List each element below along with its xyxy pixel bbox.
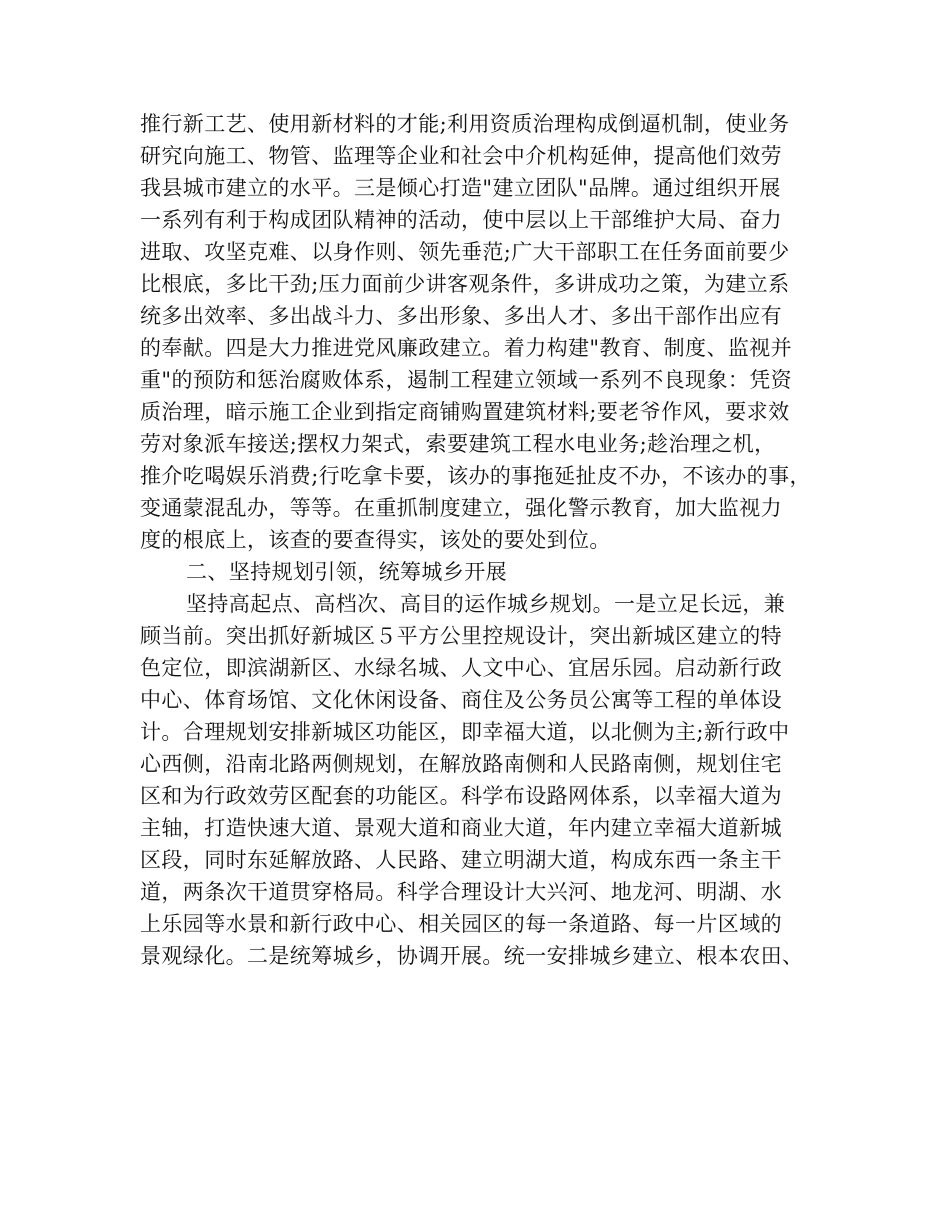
text-line: 道，两条次干道贯穿格局。科学合理设计大兴河、地龙河、明湖、水 <box>140 880 782 904</box>
text-line: 度的根底上，该查的要查得实，该处的要处到位。 <box>140 528 611 552</box>
text-line: 主轴，打造快速大道、景观大道和商业大道，年内建立幸福大道新城 <box>140 816 782 840</box>
text-line: 劳对象派车接送;摆权力架式，索要建筑工程水电业务;趁治理之机， <box>140 432 776 456</box>
section-heading: 二、坚持规划引领，统筹城乡开展 <box>186 560 507 584</box>
text-line: 变通蒙混乱办，等等。在重抓制度建立，强化警示教育，加大监视力 <box>140 496 782 520</box>
text-line: 色定位，即滨湖新区、水绿名城、人文中心、宜居乐园。启动新行政 <box>140 656 782 680</box>
text-line: 计。合理规划安排新城区功能区，即幸福大道，以北侧为主;新行政中 <box>140 720 790 744</box>
text-line: 区和为行政效劳区配套的功能区。科学布设路网体系，以幸福大道为 <box>140 784 782 808</box>
text-line: 景观绿化。二是统筹城乡，协调开展。统一安排城乡建立、根本农田、 <box>140 944 804 968</box>
text-line: 我县城市建立的水平。三是倾心打造"建立团队"品牌。通过组织开展 <box>140 176 781 200</box>
text-line: 比根底，多比干劲;压力面前少讲客观条件，多讲成功之策，为建立系 <box>140 272 790 296</box>
text-line: 的奉献。四是大力推进党风廉政建立。着力构建"教育、制度、监视并 <box>140 336 793 360</box>
text-line: 一系列有利于构成团队精神的活动，使中层以上干部维护大局、奋力 <box>140 208 782 232</box>
text-line: 中心、体育场馆、文化休闲设备、商住及公务员公寓等工程的单体设 <box>140 688 782 712</box>
paragraph-first-line: 坚持高起点、高档次、高目的运作城乡规划。一是立足长远，兼 <box>186 592 786 616</box>
text-line: 推行新工艺、使用新材料的才能;利用资质治理构成倒逼机制，使业务 <box>140 112 790 136</box>
text-line: 上乐园等水景和新行政中心、相关园区的每一条道路、每一片区域的 <box>140 912 782 936</box>
text-line: 重"的预防和惩治腐败体系，遏制工程建立领域一系列不良现象：凭资 <box>140 368 793 392</box>
text-line: 质治理，暗示施工企业到指定商铺购置建筑材料;要老爷作风，要求效 <box>140 400 790 424</box>
text-line: 顾当前。突出抓好新城区５平方公里控规设计，突出新城区建立的特 <box>140 624 782 648</box>
text-line: 推介吃喝娱乐消费;行吃拿卡要，该办的事拖延扯皮不办，不该办的事， <box>140 464 811 488</box>
text-line: 心西侧，沿南北路两侧规划，在解放路南侧和人民路南侧，规划住宅 <box>140 752 782 776</box>
text-line: 研究向施工、物管、监理等企业和社会中介机构延伸，提高他们效劳 <box>140 144 782 168</box>
text-line: 统多出效率、多出战斗力、多出形象、多出人才、多出干部作出应有 <box>140 304 782 328</box>
text-line: 区段，同时东延解放路、人民路、建立明湖大道，构成东西一条主干 <box>140 848 782 872</box>
document-body <box>140 108 830 972</box>
text-line: 进取、攻坚克难、以身作则、领先垂范;广大干部职工在任务面前要少 <box>140 240 790 264</box>
